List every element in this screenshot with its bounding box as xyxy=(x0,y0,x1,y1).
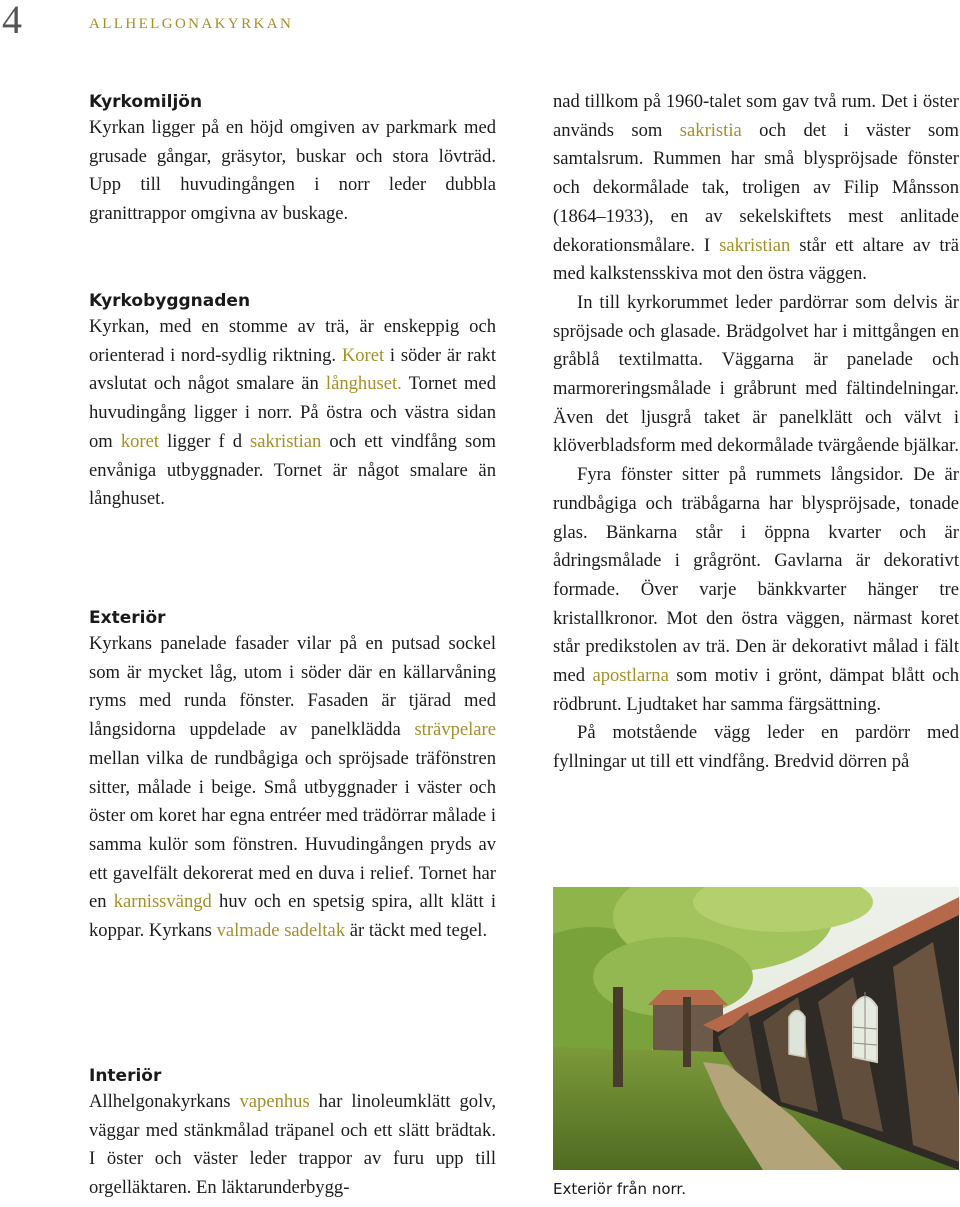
section-heading: Kyrkomiljön xyxy=(89,92,203,112)
page-number: 4 xyxy=(2,0,22,42)
church-exterior-photo xyxy=(553,887,959,1170)
glossary-link-koret-2[interactable]: koret xyxy=(120,430,160,452)
right-column-text xyxy=(553,88,959,777)
running-header: ALLHELGONAKYRKAN xyxy=(89,16,294,32)
paragraph: nad tillkom på 1960-talet som gav två rum. Det i öster används som sakristia och det i väster som samtalsrum. Rummen har små blyspröjsade fönster och dekormålade tak, troligen av Filip Månsson (1864–1933), en av sekelskiftets mest anlitade dekorationsmålare. I sakristian står ett altare av trä med kalkstensskiva mot den östra väggen. xyxy=(553,91,959,285)
section-kyrkobyggnaden xyxy=(89,289,496,514)
paragraph: Kyrkans panelade fasader vilar på en putsad sockel som är mycket låg, utom i söder där en källarvåning ryms med runda fönster. Fasaden är tjärad med långsidorna uppdelade av panelklädda strävpelare mellan vilka de rundbågiga och spröjsade träfönstren sitter, målade i beige. Små utbyggnader i väster och öster om koret har egna entréer med trädörrar målade i samma kulör som fönstren. Huvudingången pryds av ett gavelfält dekorerat med en duva i relief. Tornet har en karnissvängd huv och en spetsig spira, allt klätt i koppar. Kyrkans valmade sadeltak är täckt med tegel. xyxy=(89,633,496,942)
section-heading: Kyrkobyggnaden xyxy=(89,291,251,311)
paragraph: Kyrkan ligger på en höjd omgiven av parkmark med grusade gångar, gräsytor, buskar och stora lövträd. Upp till huvudingången i norr leder dubbla granittrappor omgivna av buskage. xyxy=(89,117,496,225)
photo-caption: Exteriör från norr. xyxy=(553,1180,686,1198)
glossary-link-sakristian[interactable]: sakristian xyxy=(250,430,322,452)
glossary-link-karnissvangd[interactable]: karnissvängd xyxy=(113,891,212,913)
glossary-link-sakristian-2[interactable]: sakristian xyxy=(719,234,791,256)
glossary-link-sakristia[interactable]: sakristia xyxy=(679,119,742,141)
glossary-link-valmade-sadeltak[interactable]: valmade sadeltak xyxy=(216,920,346,942)
glossary-link-koret[interactable]: Koret xyxy=(341,344,385,366)
section-heading: Interiör xyxy=(89,1066,162,1086)
paragraph: Allhelgonakyrkans vapenhus har linoleumklätt golv, väggar med stänkmålad träpanel och ett slätt brädtak. I öster och väster leder trappor av furu upp till orgelläktaren. En läktarunderbygg- xyxy=(89,1091,496,1199)
paragraph: In till kyrkorummet leder pardörrar som delvis är spröjsade och glasade. Brädgolvet har i mittgången en gråblå textilmatta. Väggarna är panelade och marmoreringsmålade i gråbrunt med fältindelningar. Även det ljusgrå taket är panelklätt och välvt i klöverbladsform med dekormålade tvärgående bjälkar. xyxy=(553,291,959,457)
glossary-link-langhuset[interactable]: långhuset. xyxy=(325,373,402,395)
section-interior xyxy=(89,1064,496,1203)
section-exterior xyxy=(89,606,496,946)
section-heading: Exteriör xyxy=(89,608,166,628)
glossary-link-stravpelare[interactable]: strävpelare xyxy=(414,719,496,741)
glossary-link-vapenhus[interactable]: vapenhus xyxy=(239,1091,310,1112)
paragraph: Fyra fönster sitter på rummets långsidor. De är rundbågiga och träbågarna har blyspröjsade, tonade glas. Bänkarna står i öppna kvarter och är ådringsmålade i grågrönt. Gavlarna är dekorativt formade. Över varje bänkkvarter hänger tre kristallkronor. Mot den östra väggen, närmast koret står predikstolen av trä. Den är dekorativt målad i fält med apostlarna som motiv i grönt, dämpat blått och rödbrunt. Ljudtaket har samma färgsättning. xyxy=(553,464,959,715)
section-kyrkomiljon xyxy=(89,90,496,229)
paragraph: På motstående vägg leder en pardörr med fyllningar ut till ett vindfång. Bredvid dörren på xyxy=(553,722,959,773)
paragraph: Kyrkan, med en stomme av trä, är enskeppig och orienterad i nord-sydlig riktning. Koret i söder är rakt avslutat och något smalare än långhuset. Tornet med huvudingång ligger i norr. På östra och västra sidan om koret ligger f d sakristian och ett vindfång som envåniga utbyggnader. Tornet är något smalare än långhuset. xyxy=(89,316,496,510)
glossary-link-apostlarna[interactable]: apostlarna xyxy=(592,665,669,687)
